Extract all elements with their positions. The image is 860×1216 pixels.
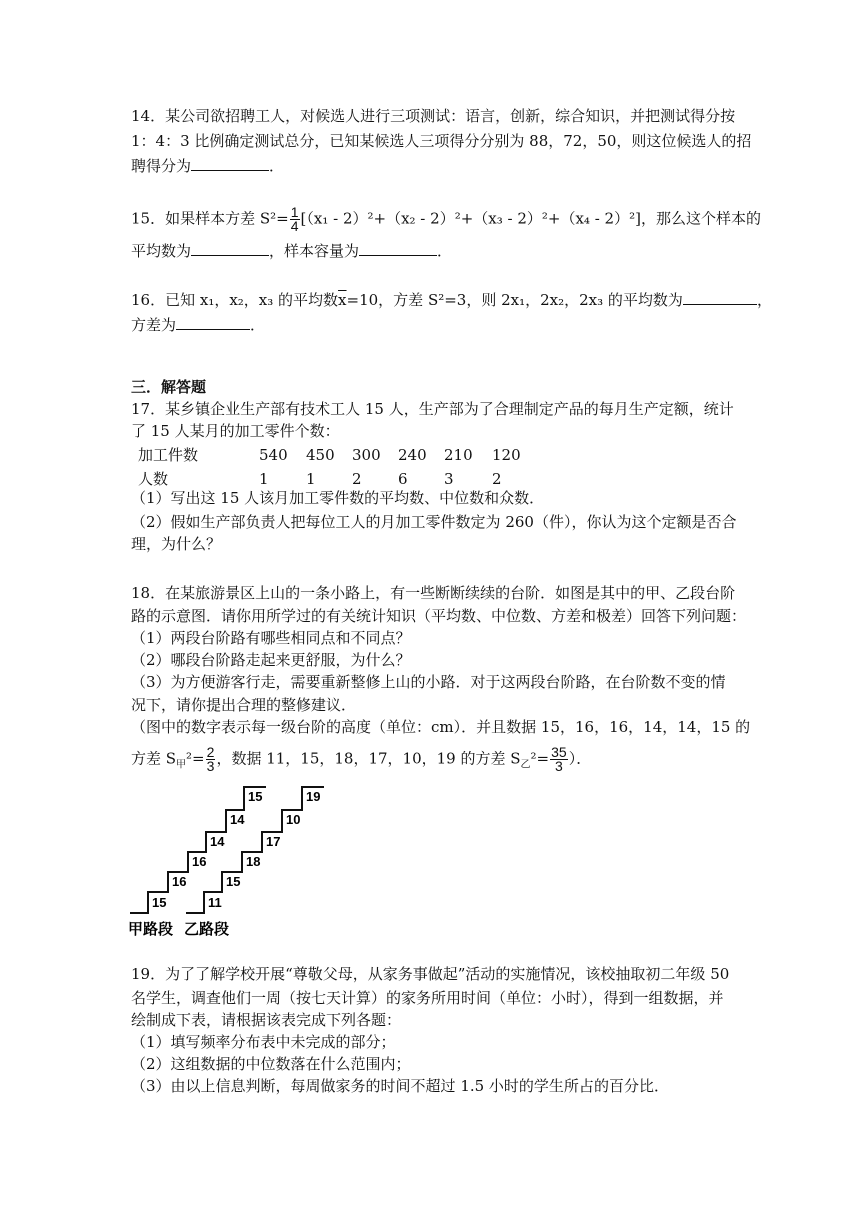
table-cell: 1 <box>306 470 316 488</box>
q15-mean-blank[interactable] <box>191 241 269 256</box>
q16-text-b: =10，方差 S²=3，则 2x₁，2x₂，2x₃ 的平均数为 <box>346 291 683 309</box>
q15-text-a: 平均数为 <box>131 242 192 260</box>
q18-fraction-1 <box>206 746 216 773</box>
q15-line1 <box>131 206 761 233</box>
q15-line2 <box>131 241 452 261</box>
q18-part3b: 况下，请你提出合理的整修建议． <box>131 696 357 714</box>
table-cell: 2 <box>352 470 362 488</box>
q18-note-a: 方差 S <box>131 749 177 768</box>
q16-text-a: 16．已知 x₁，x₂，x₃ 的平均数 <box>131 291 339 309</box>
jia-step-4: 14 <box>210 834 225 849</box>
q18-part2: （2）哪段台阶路走起来更舒服，为什么？ <box>131 651 411 669</box>
q14-text: 聘得分为 <box>131 157 192 175</box>
q19-line1: 19．为了了解学校开展“尊敬父母，从家务事做起”活动的实施情况，该校抽取初二年级 50 <box>131 965 730 983</box>
q16-xbar: $\overline{x}$ <box>338 291 347 309</box>
q17-part2a: （2）假如生产部负责人把每位工人的月加工零件数定为 260（件），你认为这个定额是否合 <box>131 513 737 531</box>
q17-part1: （1）写出这 15 人该月加工零件数的平均数、中位数和众数． <box>131 489 545 507</box>
yi-step-5: 10 <box>286 812 301 827</box>
frac1-den: 3 <box>206 758 215 774</box>
q17-part2b: 理，为什么？ <box>131 535 222 553</box>
yi-step-4: 17 <box>266 834 281 849</box>
table-row2-label: 人数 <box>138 470 169 488</box>
q18-note-c: ，数据 11，15，18，17，10，19 的方差 S <box>216 749 521 768</box>
yi-step-1: 11 <box>208 895 222 910</box>
frac2-num: 35 <box>551 744 567 760</box>
q18-part3a: （3）为方便游客行走，需要重新整修上山的小路．对于这两段台阶路，在台阶数不变的情 <box>131 673 726 691</box>
sub-jia: 甲 <box>176 759 187 771</box>
table-cell: 1 <box>259 470 269 488</box>
q15-frac-num: 1 <box>290 204 299 220</box>
q15-prefix: 15．如果样本方差 S²= <box>131 209 289 228</box>
q18-line1: 18．在某旅游景区上山的一条小路上，有一些断断续续的台阶．如图是其中的甲、乙段台阶 <box>131 584 736 602</box>
q15-frac-den: 4 <box>290 218 299 234</box>
q15-formula: [（x₁ - 2）²+（x₂ - 2）²+（x₃ - 2）²+（x₄ - 2）²]，那么这个样本的 <box>300 209 761 228</box>
table-cell: 240 <box>398 446 427 464</box>
q16-line1 <box>131 290 772 310</box>
q19-line3: 绘制成下表，请根据该表完成下列各题： <box>131 1011 402 1029</box>
q18-note-b: ²= <box>186 749 205 768</box>
jia-step-3: 16 <box>192 854 207 869</box>
q17-table <box>138 443 558 491</box>
jia-step-1: 15 <box>152 895 167 910</box>
staircase-figure <box>126 782 346 942</box>
q18-note-d: ²= <box>530 749 550 768</box>
q14-answer-blank[interactable] <box>191 156 269 171</box>
q16-variance-blank[interactable] <box>176 315 250 330</box>
q16-line2 <box>131 315 265 335</box>
frac2-den: 3 <box>555 758 563 774</box>
q14-line2: 1：4：3 比例确定测试总分，已知某候选人三项得分分别为 88，72，50，则这位候选人的招 <box>131 132 752 150</box>
q15-fraction <box>290 206 300 233</box>
q18-note1: （图中的数字表示每一级台阶的高度（单位：cm）．并且数据 15，16，16，14，14，15 的 <box>131 718 751 736</box>
q19-part2: （2）这组数据的中位数落在什么范围内； <box>131 1055 411 1073</box>
q15-end: ． <box>437 242 453 260</box>
q16-text-c: 方差为 <box>131 316 177 334</box>
table-cell: 300 <box>352 446 381 464</box>
q19-line2: 名学生，调查他们一周（按七天计算）的家务所用时间（单位：小时），得到一组数据，并 <box>131 989 724 1007</box>
q16-comma: ， <box>756 291 772 309</box>
yi-step-3: 18 <box>246 854 261 869</box>
jia-step-2: 16 <box>172 874 187 889</box>
q14-end: ． <box>269 157 285 175</box>
q18-note2 <box>131 746 591 776</box>
q14-line3 <box>131 156 284 176</box>
q19-part1: （1）填写频率分布表中未完成的部分； <box>131 1033 396 1051</box>
q15-text-b: ，样本容量为 <box>269 242 360 260</box>
q19-part3: （3）由以上信息判断，每周做家务的时间不超过 1.5 小时的学生所占的百分比． <box>131 1077 669 1095</box>
q16-mean-blank[interactable] <box>683 290 757 305</box>
yi-label: 乙路段 <box>184 921 230 938</box>
table-cell: 2 <box>492 470 502 488</box>
table-cell: 210 <box>444 446 473 464</box>
section-heading: 三．解答题 <box>131 378 207 396</box>
table-cell: 540 <box>259 446 288 464</box>
q16-end: ． <box>250 316 266 334</box>
jia-step-5: 14 <box>230 812 245 827</box>
table-cell: 120 <box>492 446 521 464</box>
table-cell: 3 <box>444 470 454 488</box>
q18-fraction-2 <box>550 746 568 773</box>
q17-line1: 17．某乡镇企业生产部有技术工人 15 人，生产部为了合理制定产品的每月生产定额，统计 <box>131 400 734 418</box>
jia-label: 甲路段 <box>128 921 174 938</box>
frac1-num: 2 <box>206 744 215 760</box>
jia-step-6: 15 <box>248 789 263 804</box>
yi-step-6: 19 <box>306 789 321 804</box>
q15-size-blank[interactable] <box>359 241 437 256</box>
q18-note-e: ）． <box>568 749 592 768</box>
q18-part1: （1）两段台阶路有哪些相同点和不同点？ <box>131 629 411 647</box>
q14-line1: 14．某公司欲招聘工人，对候选人进行三项测试：语言，创新，综合知识，并把测试得分按 <box>131 107 736 125</box>
yi-step-2: 15 <box>226 874 241 889</box>
sub-yi: 乙 <box>520 759 531 771</box>
q18-line2: 路的示意图．请你用所学过的有关统计知识（平均数、中位数、方差和极差）回答下列问题： <box>131 607 747 625</box>
table-cell: 450 <box>306 446 335 464</box>
table-row1-label: 加工件数 <box>138 446 199 464</box>
jia-staircase <box>130 787 266 913</box>
table-cell: 6 <box>398 470 408 488</box>
q17-line2: 了 15 人某月的加工零件个数： <box>131 422 340 440</box>
